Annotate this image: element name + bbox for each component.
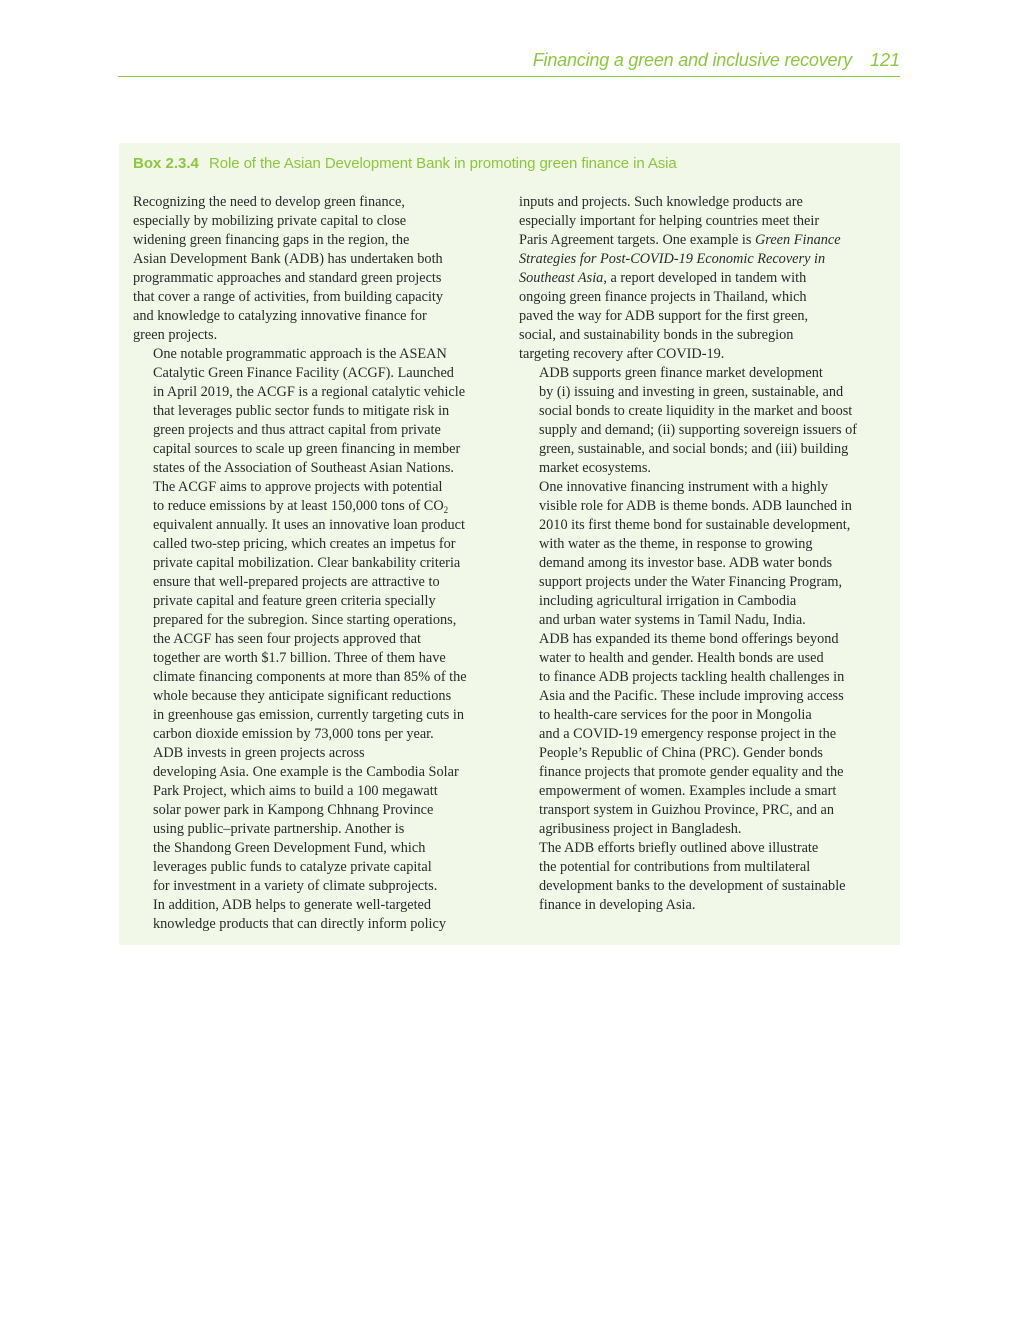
box-panel — [119, 143, 900, 945]
text-line: support projects under the Water Financing Program, — [539, 574, 843, 590]
text-line: the ACGF has seen four projects approved that — [153, 631, 422, 647]
text-line: the potential for contributions from multilateral — [539, 859, 811, 875]
text-line: Park Project, which aims to build a 100 megawatt — [153, 783, 438, 799]
text-line: that cover a range of activities, from building capacity — [133, 289, 444, 305]
report-title: Green Finance — [754, 232, 841, 248]
text-line: capital sources to scale up green financing in member — [153, 441, 461, 457]
paragraph — [133, 193, 499, 345]
text-line: finance in developing Asia. — [539, 897, 696, 913]
text-line: states of the Association of Southeast Asian Nations. — [153, 460, 454, 476]
text-line: prepared for the subregion. Since starting operations, — [153, 612, 457, 628]
text-line: widening green financing gaps in the region, the — [133, 232, 410, 248]
paragraph — [519, 364, 889, 478]
text-line: private capital and feature green criteria specially — [153, 593, 436, 609]
text-line: especially by mobilizing private capital to close — [133, 213, 407, 229]
text-line: finance projects that promote gender equality and the — [539, 764, 844, 780]
text-line: knowledge products that can directly inform policy — [153, 916, 447, 932]
text-line: especially important for helping countries meet their — [519, 213, 820, 229]
text-line: empowerment of women. Examples include a smart — [539, 783, 837, 799]
text-line: paved the way for ADB support for the first green, — [519, 308, 809, 324]
box-title — [133, 155, 893, 172]
paragraph — [519, 478, 889, 839]
text-line: in April 2019, the ACGF is a regional catalytic vehicle — [153, 384, 466, 400]
text-line: Catalytic Green Finance Facility (ACGF). Launched — [153, 365, 454, 381]
text-line: 2010 its first theme bond for sustainable development, — [539, 517, 851, 533]
text-line: leverages public funds to catalyze private capital — [153, 859, 432, 875]
text-line: and urban water systems in Tamil Nadu, India. — [539, 612, 806, 628]
text-line: to finance ADB projects tackling health challenges in — [539, 669, 845, 685]
text-line: to health-care services for the poor in Mongolia — [539, 707, 812, 723]
text-line: Southeast Asia, a report developed in tandem with — [519, 270, 807, 286]
text-line: green projects and thus attract capital from private — [153, 422, 441, 438]
text-line — [519, 250, 889, 269]
text-line: Asian Development Bank (ADB) has undertaken both — [133, 251, 443, 267]
text-line: including agricultural irrigation in Cambodia — [539, 593, 797, 609]
text-line: to reduce emissions by at least 150,000 tons of $CO_2$ — [153, 498, 449, 515]
text-line: ADB invests in green projects across — [153, 745, 365, 761]
text-line: social bonds to create liquidity in the market and boost — [539, 403, 853, 419]
text-line: Paris Agreement targets. One example is Green Finance — [519, 232, 841, 248]
text-line: Recognizing the need to develop green finance, — [133, 194, 405, 210]
text-line: by (i) issuing and investing in green, sustainable, and — [539, 384, 844, 400]
text-line: and knowledge to catalyzing innovative finance for — [133, 308, 427, 324]
paragraph — [519, 193, 889, 364]
text-line: ensure that well-prepared projects are attractive to — [153, 574, 440, 590]
paragraph — [519, 839, 889, 915]
text-line: People’s Republic of China (PRC). Gender bonds — [539, 745, 823, 761]
text-line: transport system in Guizhou Province, PRC, and an — [539, 802, 835, 818]
text-line: that leverages public sector funds to mitigate risk in — [153, 403, 450, 419]
text-line: development banks to the development of sustainable — [539, 878, 846, 894]
text-line: in greenhouse gas emission, currently targeting cuts in — [153, 707, 465, 723]
text-line: with water as the theme, in response to growing — [539, 536, 813, 552]
text-line: developing Asia. One example is the Cambodia Solar — [153, 764, 459, 780]
report-title: Southeast Asia — [519, 270, 604, 286]
text-line: Asia and the Pacific. These include improving access — [539, 688, 844, 704]
text-line: market ecosystems. — [539, 460, 651, 476]
text-line: targeting recovery after COVID-19. — [519, 346, 725, 362]
text-line: private capital mobilization. Clear bankability criteria — [153, 555, 461, 571]
text-line: for investment in a variety of climate subprojects. — [153, 878, 438, 894]
text-line: carbon dioxide emission by 73,000 tons per year. — [153, 726, 434, 742]
paragraph — [133, 744, 499, 934]
text-line: called two-step pricing, which creates an impetus for — [153, 536, 456, 552]
text-line: the Shandong Green Development Fund, which — [153, 840, 426, 856]
text-line: agribusiness project in Bangladesh. — [539, 821, 742, 837]
text-line: programmatic approaches and standard green projects — [133, 270, 442, 286]
text-line: equivalent annually. It uses an innovative loan product — [153, 517, 465, 533]
paragraph — [133, 345, 499, 744]
text-line: whole because they anticipate significant reductions — [153, 688, 452, 704]
text-line: The ACGF aims to approve projects with potential — [153, 479, 443, 495]
text-line: climate financing components at more than 85% of the — [153, 669, 467, 685]
text-line: solar power park in Kampong Chhnang Province — [153, 802, 434, 818]
page-number: 121 — [869, 50, 900, 70]
running-header — [118, 50, 900, 77]
text-line: social, and sustainability bonds in the subregion — [519, 327, 794, 343]
text-line: The ADB efforts briefly outlined above illustrate — [539, 840, 819, 856]
box-number: Box 2.3.4 — [133, 155, 199, 172]
text-line: ADB has expanded its theme bond offerings beyond — [539, 631, 839, 647]
subscript: 2 — [443, 505, 449, 515]
text-line: In addition, ADB helps to generate well-targeted — [153, 897, 432, 913]
text-line: and a COVID-19 emergency response project in the — [539, 726, 837, 742]
report-title: Strategies for Post-COVID-19 Economic Recovery in — [519, 251, 826, 267]
left-column — [133, 193, 499, 934]
running-title: Financing a green and inclusive recovery — [532, 50, 852, 70]
text-line: supply and demand; (ii) supporting sovereign issuers of — [539, 422, 858, 438]
text-line: One innovative financing instrument with a highly — [539, 479, 829, 495]
text-line: water to health and gender. Health bonds are used — [539, 650, 824, 666]
text-line: ongoing green finance projects in Thailand, which — [519, 289, 807, 305]
text-line: green, sustainable, and social bonds; and (iii) building — [539, 441, 849, 457]
box-heading: Role of the Asian Development Bank in promoting green finance in Asia — [209, 155, 677, 172]
text-line: using public–private partnership. Another is — [153, 821, 405, 837]
text-line: visible role for ADB is theme bonds. ADB launched in — [539, 498, 852, 514]
text-line: inputs and projects. Such knowledge products are — [519, 194, 803, 210]
text-line: green projects. — [133, 327, 218, 343]
right-column — [519, 193, 889, 915]
text-line: together are worth $1.7 billion. Three of them have — [153, 650, 446, 666]
text-line: One notable programmatic approach is the ASEAN — [153, 346, 447, 362]
text-line: ADB supports green finance market development — [539, 365, 823, 381]
text-line: demand among its investor base. ADB water bonds — [539, 555, 833, 571]
